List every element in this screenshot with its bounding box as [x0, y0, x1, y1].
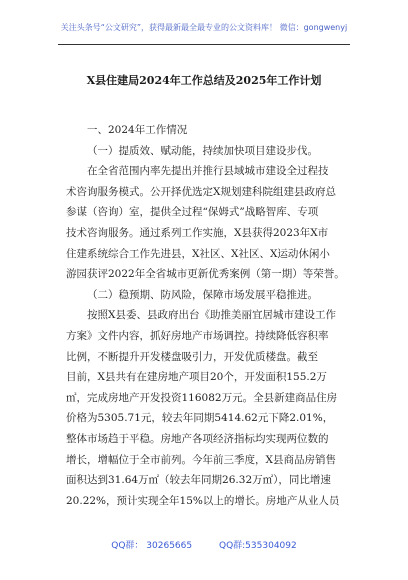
paragraph-line: 在全省范围内率先提出并推行县域城市建设全过程技	[87, 165, 329, 178]
paragraph-line: 术咨询服务模式。公开择优选定X规划建科院组建县政府总	[66, 185, 336, 198]
section-heading: 一、2024年工作情况	[87, 124, 188, 136]
document-body	[66, 120, 345, 511]
paragraph-line: 增长，增幅位于全市前列。今年前三季度，X县商品房销售	[66, 453, 336, 466]
header-divider	[58, 44, 350, 45]
footer-contact	[0, 538, 408, 551]
paragraph-line: 按照X县委、县政府出台《助推美丽宜居城市建设工作	[87, 309, 336, 322]
header-banner: 关注头条号“公文研究”，获得最新最全最专业的公文资料库！ 微信：gongwenyj	[60, 23, 348, 32]
paragraph-line: ㎡，完成房地产开发投资116082万元。全县新建商品住房	[66, 391, 338, 404]
paragraph-line: 目前，X县共有在建房地产项目20个，开发面积155.2万	[66, 371, 327, 384]
subsection-heading: （一）提质效、赋动能，持续加快项目建设步伐。	[87, 144, 318, 157]
paragraph-line: 20.22%，预计实现全年15%以上的增长。房地产从业人员	[66, 494, 340, 507]
paragraph-line: 参谋（咨询）室，提供全过程“保姆式”战略智库、专项	[66, 206, 319, 219]
paragraph-line: 整体市场趋于平稳。房地产各项经济指标均实现两位数的	[66, 432, 329, 445]
paragraph-line: 价格为5305.71元，较去年同期5414.62元下降2.01%，	[66, 412, 334, 425]
paragraph-line: 面积达到31.64万㎡（较去年同期26.32万㎡），同比增速	[66, 474, 331, 487]
paragraph-line: 技术咨询服务。通过系列工作实施，X县获得2023年X市	[66, 226, 329, 239]
paragraph-line: 比例，不断提升开发楼盘吸引力，开发优质楼盘。截至	[66, 350, 318, 363]
footer-qq-group-2: QQ群:535304092	[218, 541, 297, 551]
paragraph-line: 住建系统综合工作先进县，X社区、X社区、X运动休闲小	[66, 247, 330, 260]
subsection-heading: （二）稳预期、防风险，保障市场发展平稳推进。	[87, 288, 318, 301]
footer-qq-group-1: QQ群： 30265665	[111, 541, 193, 551]
paragraph-line: 方案》文件内容，抓好房地产市场调控。持续降低容积率	[66, 329, 329, 342]
paragraph-line: 游园获评2022年全省城市更新优秀案例（第一期）等荣誉。	[66, 268, 345, 281]
document-title: X县住建局2024年工作总结及2025年工作计划	[86, 74, 322, 87]
